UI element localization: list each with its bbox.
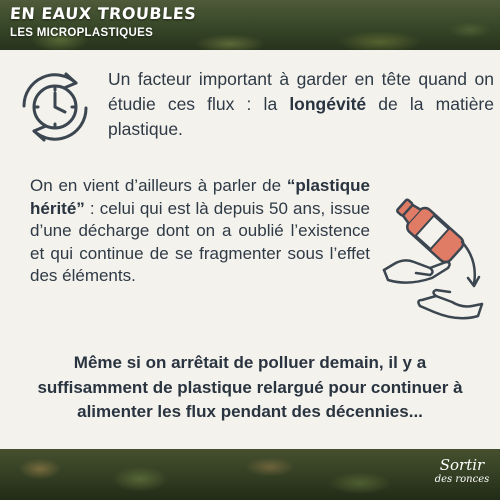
longevity-keyword: longévité xyxy=(289,94,367,114)
logo-text-sub: des ronces xyxy=(434,474,490,485)
legacy-plastic-paragraph: On en vient d’ailleurs à parler de “plastique hérité” : celui qui est là depuis 50 ans, issue d’une décharge dont on a oublié l’existence et qui continue de se fragmenter sous l’effet des éléments. xyxy=(30,176,370,285)
plastic-bottle-in-hands-icon xyxy=(378,188,488,328)
footer-banner xyxy=(0,449,500,500)
clock-with-circular-arrows-icon xyxy=(10,62,100,152)
conclusion-statement: Même si on arrêtait de polluer demain, il y a suffisamment de plastique relargué pour continuer à alimenter les flux pendant des décennies... xyxy=(37,353,463,421)
brand-logo xyxy=(434,456,490,496)
longevity-paragraph: Un facteur important à garder en tête quand on étudie ces flux : la longévité de la matière plastique. xyxy=(108,69,494,139)
series-title: EN EAUX TROUBLES xyxy=(9,4,197,23)
logo-text-main: Sortir xyxy=(439,456,485,474)
content-card xyxy=(0,50,500,449)
legacy-plastic-keyword: “plastique hérité” xyxy=(30,176,370,218)
header-banner xyxy=(0,0,500,50)
series-subtitle: LES MICROPLASTIQUES xyxy=(10,27,154,39)
